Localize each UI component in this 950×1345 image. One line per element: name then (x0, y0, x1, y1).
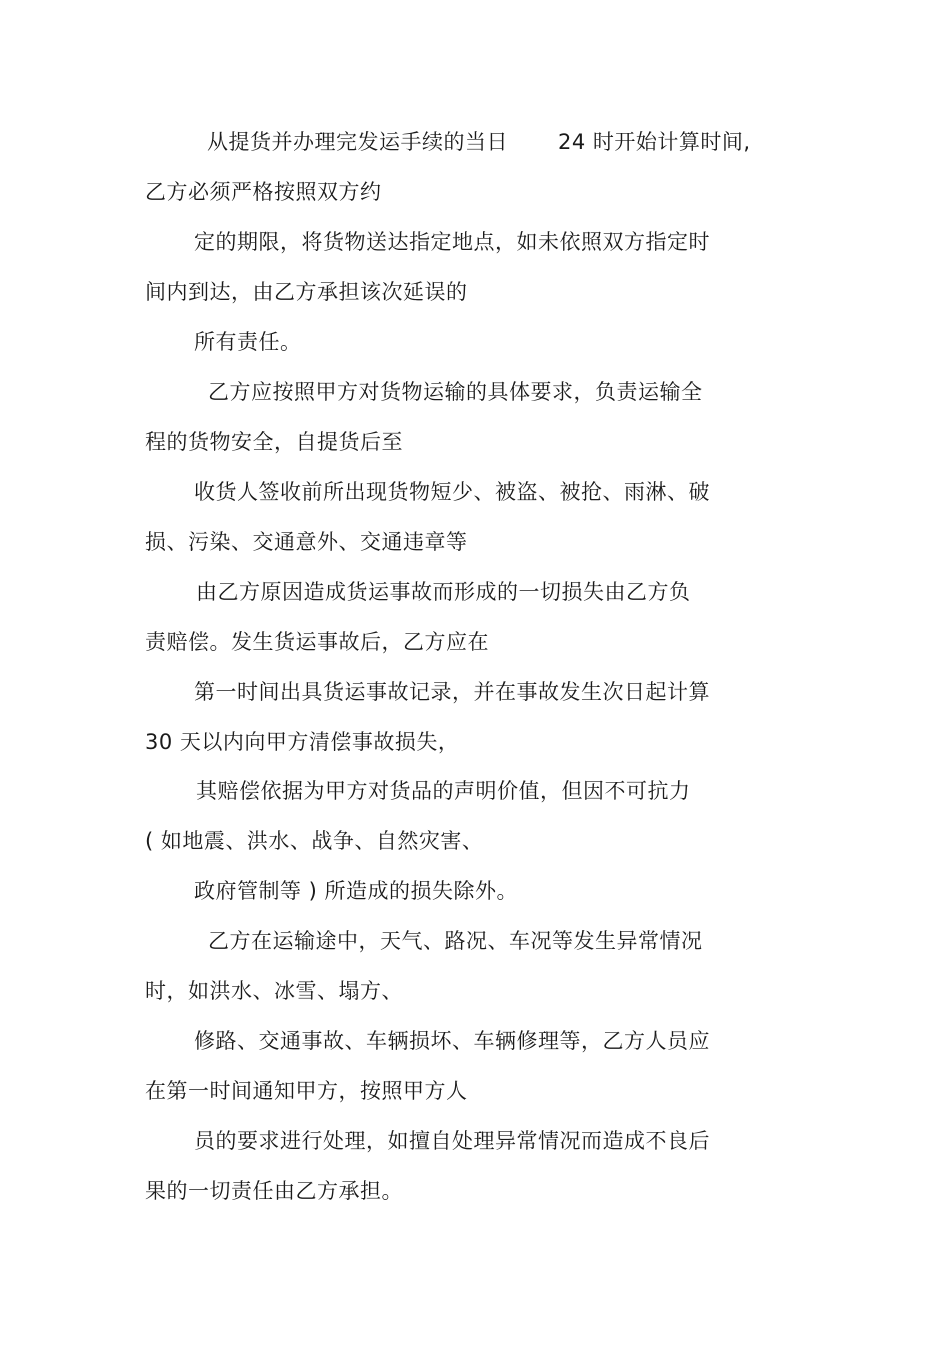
text-line-18: 时，如洪水、冰雪、塌方、 (145, 979, 403, 1003)
text-line-1-part-a: 从提货并办理完发运手续的当日 (207, 130, 508, 154)
text-line-14: 其赔偿依据为甲方对货品的声明价值，但因不可抗力 (196, 779, 691, 803)
text-line-16: 政府管制等 ) 所造成的损失除外。 (194, 879, 519, 903)
text-line-1 (207, 128, 751, 156)
text-line-22: 果的一切责任由乙方承担。 (145, 1179, 403, 1203)
text-line-1-part-b: 24 时开始计算时间, (558, 130, 751, 154)
text-line-3: 定的期限，将货物送达指定地点，如未依照双方指定时 (194, 230, 710, 254)
text-line-13: 30 天以内向甲方清偿事故损失， (145, 730, 460, 754)
text-line-15: ( 如地震、洪水、战争、自然灾害、 (145, 829, 484, 853)
text-line-19: 修路、交通事故、车辆损坏、车辆修理等，乙方人员应 (194, 1029, 710, 1053)
text-line-8: 收货人签收前所出现货物短少、被盗、被抢、雨淋、破 (194, 480, 710, 504)
text-line-7: 程的货物安全，自提货后至 (145, 430, 403, 454)
text-line-4: 间内到达，由乙方承担该次延误的 (145, 280, 468, 304)
text-line-6: 乙方应按照甲方对货物运输的具体要求，负责运输全 (208, 380, 703, 404)
text-line-11: 责赔偿。发生货运事故后，乙方应在 (145, 630, 489, 654)
text-line-2: 乙方必须严格按照双方约 (145, 180, 382, 204)
text-line-17: 乙方在运输途中，天气、路况、车况等发生异常情况 (208, 929, 703, 953)
text-line-21: 员的要求进行处理，如擅自处理异常情况而造成不良后 (194, 1129, 710, 1153)
text-line-12: 第一时间出具货运事故记录，并在事故发生次日起计算 (194, 680, 710, 704)
text-line-5: 所有责任。 (194, 330, 302, 354)
text-line-20: 在第一时间通知甲方，按照甲方人 (145, 1079, 468, 1103)
text-line-9: 损、污染、交通意外、交通违章等 (145, 530, 468, 554)
text-line-10: 由乙方原因造成货运事故而形成的一切损失由乙方负 (196, 580, 691, 604)
